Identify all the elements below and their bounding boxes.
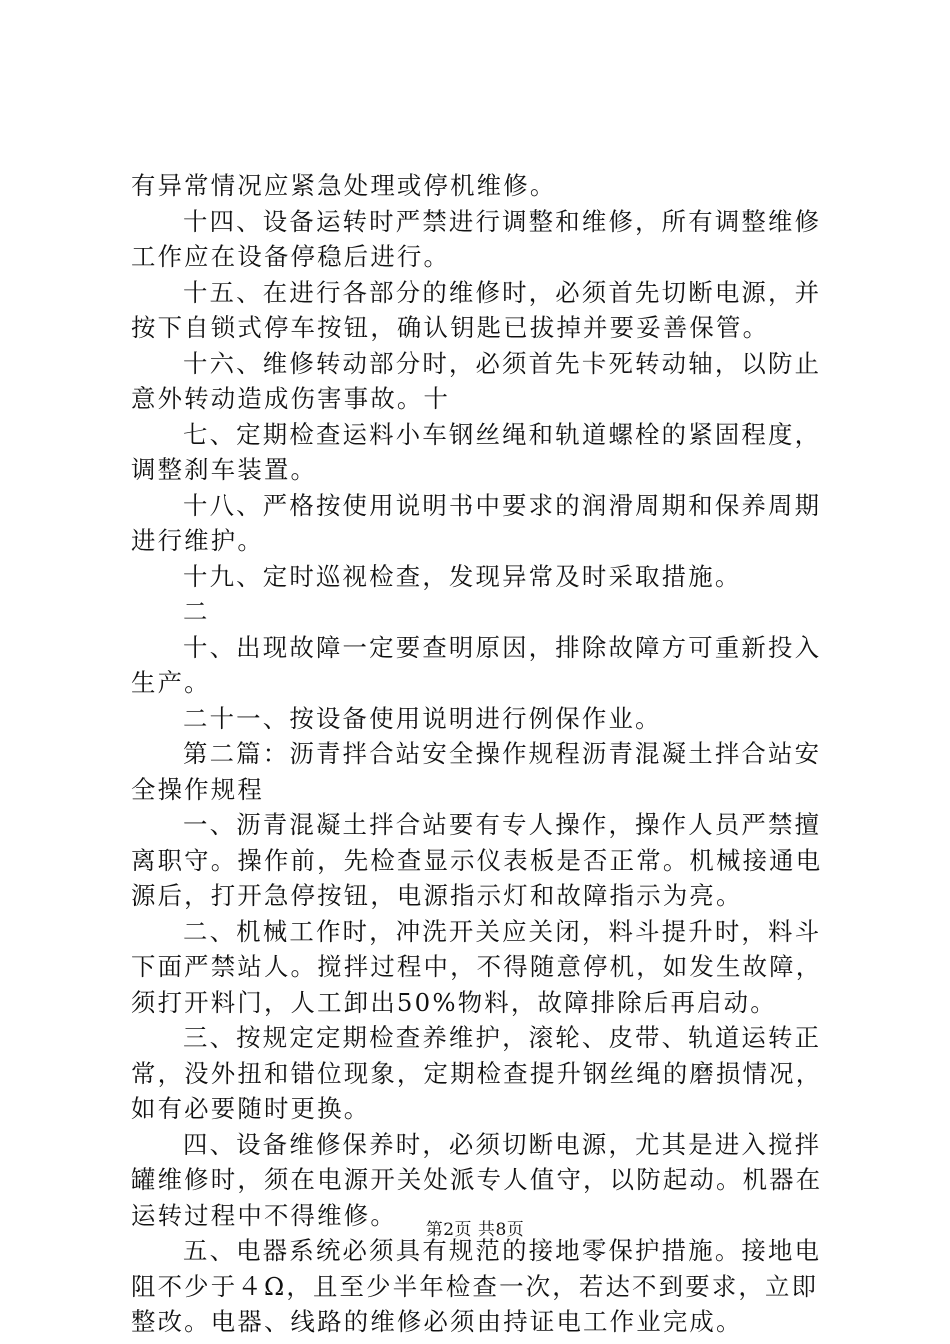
- paragraph-2: 十五、在进行各部分的维修时，必须首先切断电源，并按下自锁式停车按钮，确认钥匙已拔掉并要妥善保管。: [131, 277, 822, 342]
- paragraph-4: 七、定期检查运料小车钢丝绳和轨道螺栓的紧固程度，调整刹车装置。: [131, 419, 822, 484]
- paragraph-11: 一、沥青混凝土拌合站要有专人操作，操作人员严禁擅离职守。操作前，先检查显示仪表板是否正常。机械接通电源后，打开急停按钮，电源指示灯和故障指示为亮。: [131, 810, 823, 910]
- paragraph-10: 第二篇：沥青拌合站安全操作规程沥青混凝土拌合站安全操作规程: [131, 739, 822, 804]
- paragraph-7: 二: [183, 597, 210, 626]
- paragraph-3: 十六、维修转动部分时，必须首先卡死转动轴，以防止意外转动造成伤害事故。十: [131, 348, 822, 413]
- paragraph-0: 有异常情况应紧急处理或停机维修。: [131, 171, 557, 200]
- paragraph-1: 十四、设备运转时严禁进行调整和维修，所有调整维修工作应在设备停稳后进行。: [131, 206, 822, 271]
- paragraph-12: 二、机械工作时，冲洗开关应关闭，料斗提升时，料斗下面严禁站人。搅拌过程中，不得随意停机，如发生故障，须打开料门，人工卸出50%物料，故障排除后再启动。: [131, 916, 823, 1017]
- paragraph-5: 十八、严格按使用说明书中要求的润滑周期和保养周期进行维护。: [131, 490, 822, 555]
- paragraph-8: 十、出现故障一定要查明原因，排除故障方可重新投入生产。: [131, 632, 822, 697]
- paragraph-6: 十九、定时巡视检查，发现异常及时采取措施。: [183, 561, 742, 591]
- paragraph-13: 三、按规定定期检查养维护，滚轮、皮带、轨道运转正常，没外扭和错位现象，定期检查提升钢丝绳的磨损情况，如有必要随时更换。: [131, 1023, 823, 1123]
- paragraph-14: 四、设备维修保养时，必须切断电源，尤其是进入搅拌罐维修时，须在电源开关处派专人值守，以防起动。机器在运转过程中不得维修。: [131, 1129, 823, 1230]
- paragraph-15: 五、电器系统必须具有规范的接地零保护措施。接地电阻不少于４Ω，且至少半年检查一次，若达不到要求，立即整改。电器、线路的维修必须由持证电工作业完成。: [131, 1236, 822, 1336]
- document-body: [131, 168, 831, 1340]
- page-footer: 第2页 共8页: [425, 1220, 525, 1240]
- paragraph-9: 二十一、按设备使用说明进行例保作业。: [183, 703, 662, 733]
